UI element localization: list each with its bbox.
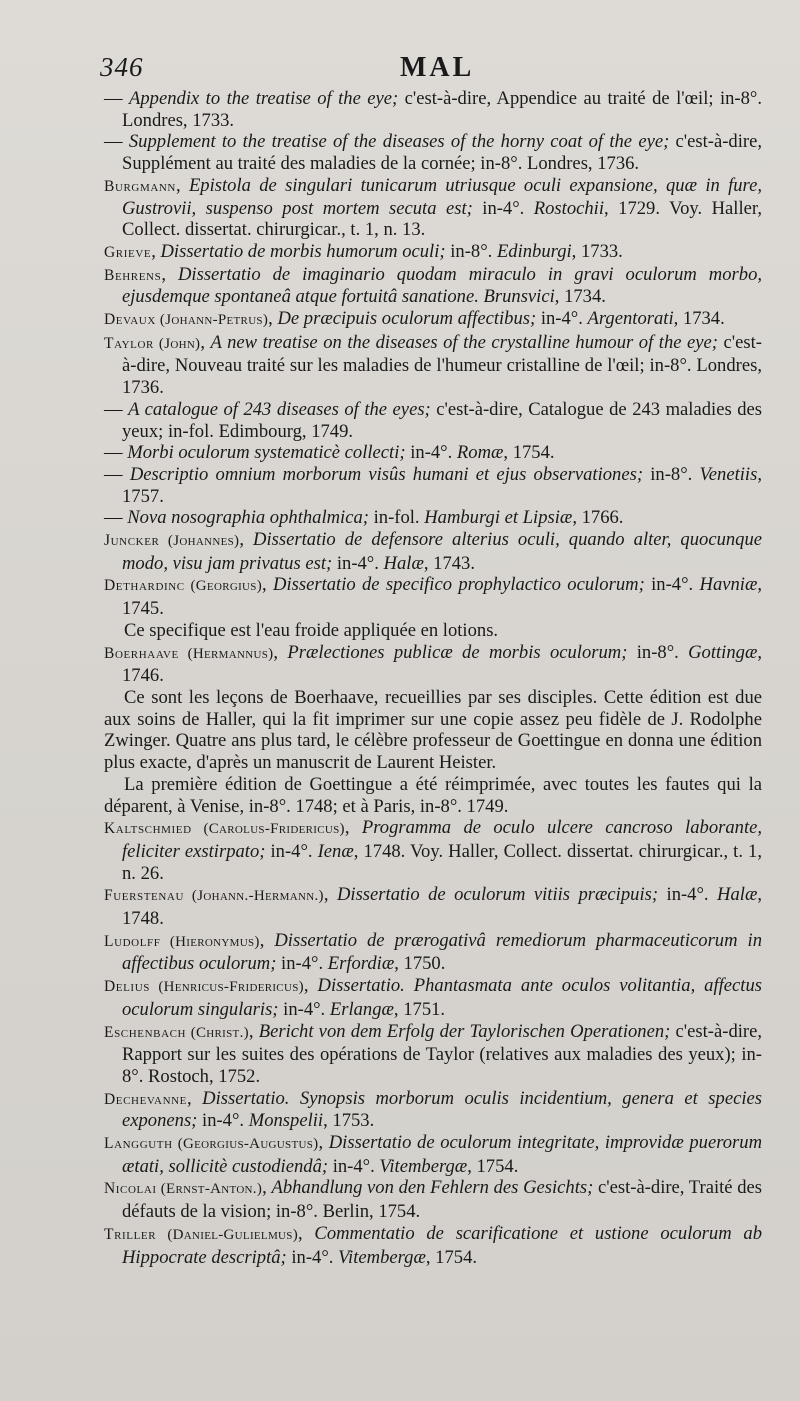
work-title: A catalogue of 243 diseases of the eyes; [128, 398, 431, 420]
author-name: Fuerstenau [104, 887, 185, 905]
publication-date: , 1746. [122, 641, 762, 687]
work-title: Nova nosographia ophthalmica; [127, 507, 369, 529]
author-given-name: (Henricus-Fridericus) [149, 979, 304, 996]
author-name: Triller [104, 1225, 157, 1243]
publication-info: in-4°. [276, 953, 328, 975]
author-name: Burgmann [104, 177, 176, 195]
author-name: Ludolff [104, 932, 161, 950]
separator: , [262, 1177, 272, 1199]
work-title: Bericht von dem Erfolg der Taylorischen Operationen; [258, 1020, 671, 1042]
bibliography-entry [104, 817, 762, 884]
publication-info: in-4°. [197, 1110, 249, 1132]
work-title: De præcipuis oculorum affectibus; [277, 308, 537, 330]
ditto-dash: — [104, 88, 123, 109]
publication-date: , 1766. [572, 507, 624, 529]
work-title: Appendix to the treatise of the eye; [129, 88, 399, 109]
author-name: Kaltschmied [104, 820, 192, 838]
publication-date: , 1729. Voy. Haller, Collect. dissertat. chirurgicar., t. 1, n. 13. [122, 197, 762, 241]
separator: , [161, 263, 178, 285]
bibliography-entry [104, 442, 762, 464]
separator: , [200, 331, 211, 353]
bibliography-entry [104, 1021, 762, 1088]
author-given-name: (Hermannus) [178, 645, 274, 662]
page-number: 346 [100, 52, 144, 82]
publication-place: Havniæ [699, 574, 758, 596]
separator: , [298, 1222, 315, 1244]
publication-date: , 1748. Voy. Haller, Collect. dissertat. chirurgicar., t. 1, n. 26. [122, 840, 763, 884]
publication-info: in-8°. [643, 463, 700, 485]
work-title: Dissertatio. Synopsis morborum oculis incidentium, genera et species exponens; [122, 1087, 762, 1132]
ditto-dash: — [104, 442, 123, 464]
separator: , [268, 308, 278, 330]
ditto-dash: — [104, 507, 123, 529]
bibliography-entries [104, 88, 762, 1268]
bibliography-entry [104, 642, 762, 687]
separator: , [175, 174, 189, 196]
work-title: A new treatise on the diseases of the crystalline humour of the eye; [210, 331, 718, 353]
bibliography-entry [104, 1088, 762, 1132]
publication-date: , 1743. [423, 552, 475, 574]
publication-info: in-4°. [472, 197, 534, 219]
note-text: La première édition de Goettingue a été réimprimée, avec toutes les fautes qui la déparent, à Venise, in-8°. 1748; et à Paris, in-8°. 1749. [104, 773, 762, 817]
bibliography-entry [104, 1132, 762, 1177]
work-title: Dissertatio de morbis humorum oculi; [160, 240, 446, 262]
publication-place: Ienæ [317, 840, 354, 862]
author-name: Dechevanne [104, 1090, 187, 1108]
publication-place: Venetiis [699, 463, 758, 485]
author-name: Eschenbach [104, 1023, 187, 1041]
author-name: Devaux [104, 311, 156, 329]
separator: , [303, 975, 318, 997]
work-title: Morbi oculorum systematicè collecti; [127, 442, 406, 464]
publication-date: , 1751. [393, 998, 446, 1020]
separator: , [344, 817, 362, 839]
entry-note [104, 687, 762, 774]
note-text: Ce specifique est l'eau froide appliquée en lotions. [124, 619, 499, 641]
work-title: Programma de oculo ulcere cancroso laborante, feliciter exstirpato; [122, 817, 763, 862]
work-title: Dissertatio de oculorum integritate, improvidæ puerorum ætati, sollicitè custodiendâ; [122, 1132, 763, 1177]
publication-info: in-4°. [644, 574, 700, 596]
work-title: Commentatio de scarificatione et ustione oculorum ab Hippocrate descriptâ; [122, 1222, 763, 1268]
work-title: Dissertatio de defensore alterius oculi, quando alter, quocunque modo, visu jam privatus est; [122, 529, 763, 574]
separator: , [239, 529, 254, 551]
author-given-name: (Christ.) [186, 1024, 249, 1041]
author-given-name: (Johann-Petrus) [155, 312, 269, 329]
note-text: Ce sont les leçons de Boerhaave, recueillies par ses disciples. Cette édition est due aux soins de Haller, qui la fit imprimer sur une copie assez peu fidèle de J. Rodolphe Zwinger. Quatre ans plus tard, le célèbre professeur de Goettingue en donna une édition plus exacte, d'après un manuscrit de Laurent Heister. [104, 686, 762, 774]
publication-date: , 1734. [673, 308, 725, 330]
publication-info: in-4°. [286, 1246, 339, 1268]
work-title: Dissertatio de prærogativâ remediorum pharmaceuticorum in affectibus oculorum; [122, 929, 762, 975]
author-given-name: (Daniel-Gulielmus) [156, 1226, 298, 1243]
author-given-name: (John) [153, 335, 201, 352]
publication-place: Vitembergæ [379, 1155, 468, 1177]
publication-place: Argentorati [587, 308, 674, 330]
publication-place: Halæ [383, 552, 424, 574]
publication-place: Romæ [456, 442, 504, 464]
bibliography-entry [104, 975, 762, 1020]
publication-date: , 1748. [122, 884, 762, 930]
bibliography-entry [104, 529, 762, 574]
bibliography-entry [104, 241, 762, 264]
publication-info: c'est-à-dire, Catalogue de 243 maladies des yeux; in-fol. Edimbourg, 1749. [122, 398, 762, 442]
publication-date: , 1733. [571, 240, 623, 262]
publication-place: Erlangæ [329, 998, 394, 1020]
separator: , [273, 641, 288, 663]
publication-info: in-4°. [278, 998, 330, 1020]
author-name: Juncker [104, 532, 160, 550]
author-name: Boerhaave [104, 644, 179, 662]
publication-info: in-8°. [627, 641, 689, 663]
bibliography-entry [104, 574, 762, 619]
author-name: Taylor [104, 334, 154, 352]
publication-info: c'est-à-dire, Supplément au traité des maladies de la cornée; in-8°. Londres, 1736. [122, 131, 762, 175]
publication-place: Rostochii [533, 197, 605, 219]
publication-date: , 1757. [122, 463, 762, 507]
publication-place: Erfordiæ [327, 953, 395, 975]
separator: , [151, 240, 161, 262]
bibliography-entry [104, 399, 762, 442]
work-title: Dissertatio de imaginario quodam miraculo in gravi oculorum morbo, ejusdemque spontaneâ atque fortuitâ sanatione. Brunsvici [122, 263, 763, 308]
page-header [100, 52, 780, 88]
publication-date: , 1754. [503, 442, 555, 464]
author-given-name: (Ernst-Anton.) [156, 1181, 263, 1198]
publication-info: in-8°. [445, 240, 497, 262]
publication-info: c'est-à-dire, Appendice au traité de l'œil; in-8°. Londres, 1733. [122, 88, 762, 131]
author-given-name: (Georgius) [184, 578, 262, 595]
author-name: Delius [104, 978, 150, 996]
bibliography-entry [104, 175, 762, 241]
author-given-name: (Johannes) [159, 533, 240, 550]
work-title: Epistola de singulari tunicarum utriusque oculi expansione, quæ in fure, Gustrovii, suspenso post mortem secuta est; [122, 174, 763, 219]
ditto-dash: — [104, 463, 123, 485]
publication-place: Gottingæ [688, 641, 758, 663]
publication-info: in-4°. [536, 308, 588, 330]
work-title: Prælectiones publicæ de morbis oculorum; [287, 641, 628, 663]
author-given-name: (Hieronymus) [160, 933, 260, 950]
author-name: Langguth [104, 1135, 173, 1153]
bibliography-entry [104, 930, 762, 975]
bibliography-entry [104, 1177, 762, 1222]
work-title: Dissertatio de specifico prophylactico oculorum; [273, 574, 645, 596]
publication-date: , 1754. [467, 1155, 519, 1177]
author-name: Grieve [104, 243, 152, 261]
separator: , [323, 884, 337, 906]
bibliography-entry [104, 332, 762, 399]
publication-info: in-4°. [265, 840, 318, 862]
ditto-dash: — [104, 131, 123, 153]
work-title: Supplement to the treatise of the diseases of the horny coat of the eye; [128, 131, 670, 153]
publication-info: c'est-à-dire, Traité des défauts de la vision; in-8°. Berlin, 1754. [122, 1177, 762, 1223]
work-title: Abhandlung von den Fehlern des Gesichts; [271, 1177, 594, 1199]
publication-place: Edinburgi [496, 240, 572, 262]
publication-info: in-4°. [328, 1155, 380, 1177]
author-name: Nicolai [104, 1180, 157, 1198]
bibliography-entry [104, 88, 762, 131]
bibliography-entry [104, 464, 762, 507]
publication-info: in-4°. [658, 884, 718, 906]
publication-info: in-4°. [405, 442, 457, 464]
work-title: Descriptio omnium morborum visûs humani et ejus observationes; [129, 463, 644, 485]
separator: , [248, 1020, 259, 1042]
publication-info: c'est-à-dire, Rapport sur les suites des opérations de Taylor (relatives aux maladies des yeux); in-8°. Rostoch, 1752. [122, 1020, 763, 1087]
separator: , [187, 1087, 203, 1109]
publication-place: Vitembergæ [338, 1246, 426, 1268]
entry-note [104, 774, 762, 817]
entry-note [104, 620, 762, 642]
running-head: MAL [400, 52, 475, 83]
ditto-dash: — [104, 398, 123, 420]
publication-info: in-4°. [332, 552, 384, 574]
author-name: Behrens [104, 266, 162, 284]
publication-info: c'est-à-dire, Nouveau traité sur les maladies de l'humeur cristalline de l'œil; in-8°. Londres, 1736. [122, 331, 762, 399]
author-given-name: (Johann.-Hermann.) [184, 888, 324, 905]
author-given-name: (Carolus-Fridericus) [191, 821, 345, 838]
separator: , [262, 574, 274, 596]
publication-place: Halæ [717, 884, 758, 906]
author-given-name: (Georgius-Augustus) [172, 1136, 319, 1153]
work-title: Dissertatio. Phantasmata ante oculos volitantia, affectus oculorum singularis; [122, 975, 763, 1020]
publication-date: , 1753. [323, 1110, 375, 1132]
publication-date: , 1750. [394, 953, 446, 975]
bibliography-entry [104, 131, 762, 174]
bibliography-entry [104, 264, 762, 308]
publication-place: Monspelii [248, 1110, 324, 1132]
publication-place: Hamburgi et Lipsiæ [424, 507, 573, 529]
bibliography-entry [104, 507, 762, 529]
author-name: Dethardinc [104, 577, 185, 595]
bibliography-entry [104, 308, 762, 332]
bibliography-entry [104, 1223, 762, 1268]
publication-date: , 1745. [122, 574, 763, 620]
publication-info: in-fol. [368, 507, 425, 529]
publication-info: , 1734. [554, 286, 606, 308]
bibliography-entry [104, 884, 762, 929]
separator: , [259, 929, 275, 951]
separator: , [318, 1132, 329, 1154]
publication-date: , 1754. [425, 1246, 478, 1268]
work-title: Dissertatio de oculorum vitiis præcipuis; [336, 884, 659, 906]
